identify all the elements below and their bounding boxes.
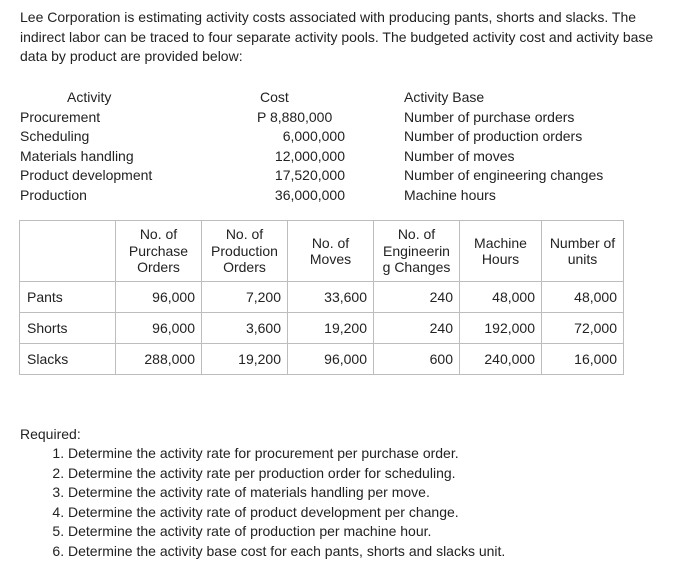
row-label: Slacks	[20, 344, 116, 375]
activity-cost: 36,000,000	[274, 186, 345, 203]
table-header-cell: Machine Hours	[460, 221, 542, 282]
table-cell: 19,200	[288, 313, 374, 344]
requirement-item: 5. Determine the activity rate of production per machine hour.	[68, 522, 505, 542]
requirements-list	[44, 444, 505, 561]
activity-base-column	[404, 88, 603, 205]
activity-base: Number of moves	[404, 147, 515, 164]
requirement-item: 6. Determine the activity base cost for each pants, shorts and slacks unit.	[68, 542, 505, 562]
activity-base: Number of production orders	[404, 128, 583, 144]
activity-base: Number of engineering changes	[404, 167, 604, 183]
intro-paragraph: Lee Corporation is estimating activity costs associated with producing pants, shorts and slacks. The indirect labor can be traced to four separate activity pools. The budgeted activity cost and activity base data by product are provided below:	[20, 9, 654, 64]
activity-cost: 6,000,000	[282, 128, 345, 144]
requirement-item: 1. Determine the activity rate for procurement per purchase order.	[68, 444, 505, 464]
table-cell: 48,000	[460, 282, 542, 313]
table-cell: 240	[374, 313, 460, 344]
required-heading: Required:	[20, 426, 81, 442]
activity-base: Number of purchase orders	[404, 108, 575, 125]
table-row	[20, 344, 624, 375]
table-cell: 192,000	[460, 313, 542, 344]
activity-name: Product development	[20, 167, 153, 183]
requirement-item: 2. Determine the activity rate per production order for scheduling.	[68, 464, 505, 484]
row-label: Pants	[20, 282, 116, 313]
cost-column	[257, 88, 345, 205]
activity-base: Machine hours	[404, 186, 496, 203]
activity-column	[20, 88, 152, 205]
table-header-cell: No. of Purchase Orders	[116, 221, 202, 282]
table-cell: 240	[374, 282, 460, 313]
cost-header: Cost	[260, 89, 289, 105]
requirement-item: 3. Determine the activity rate of materials handling per move.	[68, 483, 505, 503]
product-data-table	[19, 220, 624, 375]
activity-cost: P 8,880,000	[257, 108, 333, 125]
activity-name: Scheduling	[20, 128, 90, 144]
activity-header: Activity	[67, 89, 112, 105]
table-cell: 16,000	[542, 344, 624, 375]
table-cell: 96,000	[288, 344, 374, 375]
activity-cost: 12,000,000	[274, 147, 345, 164]
table-row	[20, 313, 624, 344]
table-header-cell: No. of Engineerin g Changes	[374, 221, 460, 282]
table-cell: 72,000	[542, 313, 624, 344]
table-cell: 7,200	[202, 282, 288, 313]
table-header-cell: Number of units	[542, 221, 624, 282]
requirement-item: 4. Determine the activity rate of product development per change.	[68, 503, 505, 523]
activity-name: Procurement	[20, 108, 101, 125]
activity-base-header: Activity Base	[404, 89, 485, 105]
table-cell: 48,000	[542, 282, 624, 313]
table-row	[20, 282, 624, 313]
table-header-cell: No. of Production Orders	[202, 221, 288, 282]
table-cell: 96,000	[116, 313, 202, 344]
table-header-cell	[20, 221, 116, 282]
table-header-cell: No. of Moves	[288, 221, 374, 282]
activity-cost: 17,520,000	[274, 167, 345, 183]
table-cell: 33,600	[288, 282, 374, 313]
row-label: Shorts	[20, 313, 116, 344]
table-cell: 600	[374, 344, 460, 375]
table-cell: 240,000	[460, 344, 542, 375]
table-header-row	[20, 221, 624, 282]
table-cell: 96,000	[116, 282, 202, 313]
table-cell: 19,200	[202, 344, 288, 375]
table-cell: 288,000	[116, 344, 202, 375]
activity-name: Production	[20, 186, 87, 203]
table-cell: 3,600	[202, 313, 288, 344]
activity-name: Materials handling	[20, 147, 134, 164]
